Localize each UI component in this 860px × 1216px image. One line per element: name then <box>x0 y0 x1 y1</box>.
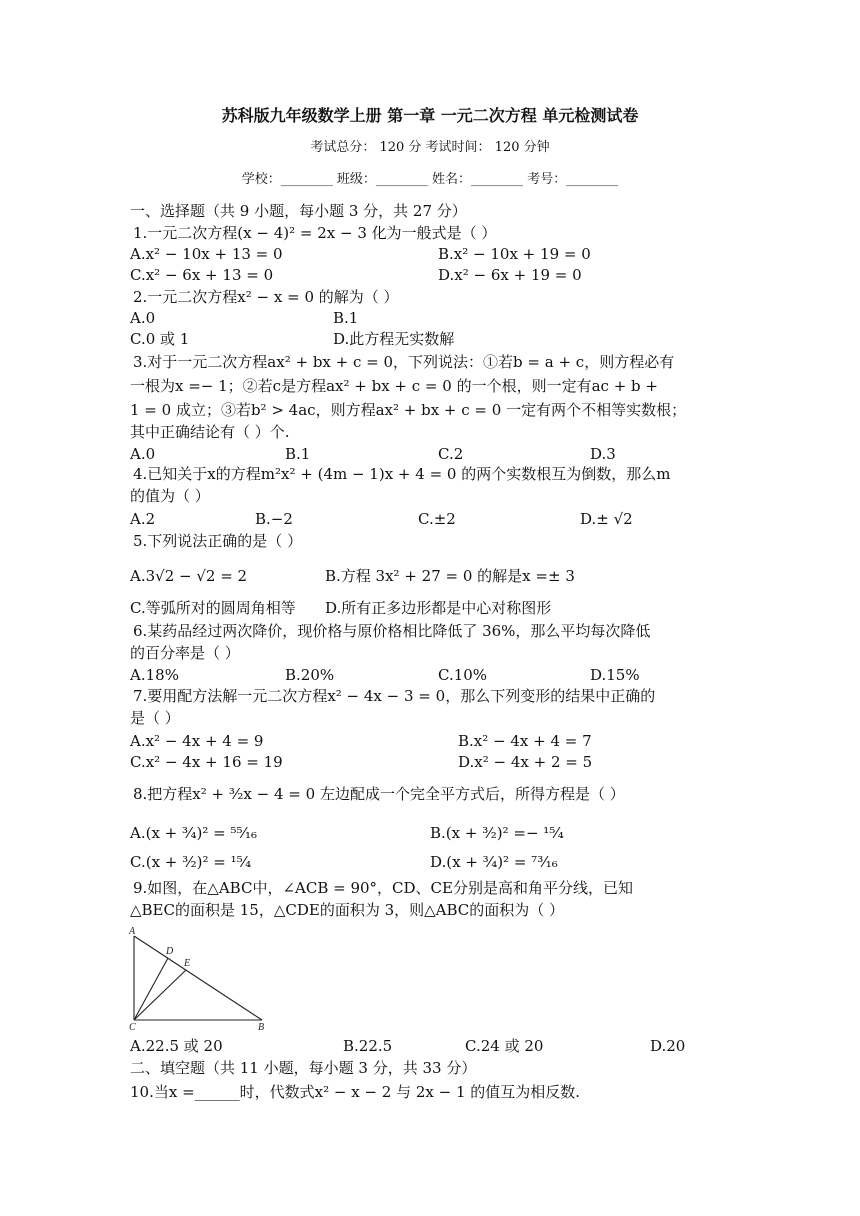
option-a: A.18% <box>130 666 179 684</box>
question-stem: 10.当x =______时，代数式x² − x − 2 与 2x − 1 的值互为相反数. <box>130 1083 581 1101</box>
option-b: B.1 <box>333 309 359 327</box>
question-stem-cont: 的百分率是（ ） <box>130 644 240 662</box>
option-b: B.−2 <box>255 510 293 528</box>
option-a: A.x² − 4x + 4 = 9 <box>130 732 264 750</box>
option-b: B.20% <box>285 666 335 684</box>
question-stem-cont: 一根为x =− 1；②若c是方程ax² + bx + c = 0 的一个根，则一定有ac + b + <box>130 377 658 395</box>
option-c: C.24 或 20 <box>465 1037 544 1055</box>
option-a: A.0 <box>130 445 156 463</box>
label-d: D <box>166 946 174 957</box>
option-b: B.x² − 4x + 4 = 7 <box>458 732 592 750</box>
question-stem: 3.对于一元二次方程ax² + bx + c = 0，下列说法：①若b = a + c，则方程必有 <box>133 353 675 371</box>
option-c: C.x² − 4x + 16 = 19 <box>130 753 283 771</box>
option-d: D.此方程无实数解 <box>333 330 455 348</box>
question-stem: 5.下列说法正确的是（ ） <box>133 532 303 550</box>
option-b: B.x² − 10x + 19 = 0 <box>438 245 591 263</box>
option-a: A.0 <box>130 309 156 327</box>
option-c: C.等弧所对的圆周角相等 <box>130 599 296 617</box>
option-a: A.22.5 或 20 <box>130 1037 223 1055</box>
option-a: A.(x + ³⁄₄)² = ⁵⁵⁄₁₆ <box>130 824 258 842</box>
option-c: C.2 <box>438 445 464 463</box>
option-d: D.(x + ³⁄₄)² = ⁷³⁄₁₆ <box>430 853 558 871</box>
question-stem-cont: 是（ ） <box>130 709 180 727</box>
option-d: D.± √2 <box>580 510 633 528</box>
question-stem: 7.要用配方法解一元二次方程x² − 4x − 3 = 0，那么下列变形的结果中正确的 <box>133 687 656 705</box>
label-e: E <box>184 958 191 969</box>
question-stem-cont: 的值为（ ） <box>130 487 210 505</box>
segment-ce <box>134 970 186 1020</box>
question-stem: 9.如图，在△ABC中，∠ACB = 90°，CD、CE分别是高和角平分线，已知 <box>133 879 633 897</box>
option-b: B.1 <box>285 445 311 463</box>
option-a: A.3√2 − √2 = 2 <box>130 567 248 585</box>
option-a: A.x² − 10x + 13 = 0 <box>130 245 283 263</box>
question-stem-cont: 1 = 0 成立；③若b² > 4ac，则方程ax² + bx + c = 0 一定有两个不相等实数根； <box>130 401 687 419</box>
option-d: D.3 <box>590 445 616 463</box>
segment-ab <box>134 936 262 1020</box>
question-stem: 8.把方程x² + ³⁄₂x − 4 = 0 左边配成一个完全平方式后，所得方程是（ ） <box>133 785 625 803</box>
option-b: B.方程 3x² + 27 = 0 的解是x =± 3 <box>325 567 575 585</box>
question-stem: 6.某药品经过两次降价，现价格与原价格相比降低了 36%，那么平均每次降低 <box>133 622 651 640</box>
question-stem-cont: △BEC的面积是 15，△CDE的面积为 3，则△ABC的面积为（ ） <box>130 901 565 919</box>
option-c: C.0 或 1 <box>130 330 190 348</box>
exam-info: 考试总分： 120 分 考试时间： 120 分钟 <box>310 140 550 155</box>
student-info-fields: 学校：________ 班级：________ 姓名：________ 考号：________ <box>241 172 619 187</box>
question-stem-cont: 其中正确结论有（ ）个. <box>130 423 290 441</box>
option-d: D.x² − 4x + 2 = 5 <box>458 753 593 771</box>
label-a: A <box>129 926 136 937</box>
question-stem: 2.一元二次方程x² − x = 0 的解为（ ） <box>133 288 399 306</box>
option-c: C.(x + ³⁄₂)² = ¹⁵⁄₄ <box>130 853 252 871</box>
option-d: D.x² − 6x + 19 = 0 <box>438 266 582 284</box>
segment-cd <box>134 958 168 1020</box>
question-stem: 4.已知关于x的方程m²x² + (4m − 1)x + 4 = 0 的两个实数根互为倒数，那么m <box>133 465 671 483</box>
label-c: C <box>129 1022 136 1032</box>
section-heading: 二、填空题（共 11 小题，每小题 3 分，共 33 分） <box>130 1059 477 1077</box>
option-d: D.20 <box>650 1037 686 1055</box>
section-heading: 一、选择题（共 9 小题，每小题 3 分，共 27 分） <box>130 202 467 220</box>
option-b: B.(x + ³⁄₂)² =− ¹⁵⁄₄ <box>430 824 564 842</box>
option-a: A.2 <box>130 510 156 528</box>
label-b: B <box>258 1022 265 1032</box>
triangle-figure <box>128 924 268 1032</box>
question-stem: 1.一元二次方程(x − 4)² = 2x − 3 化为一般式是（ ） <box>133 224 497 242</box>
page-title: 苏科版九年级数学上册 第一章 一元二次方程 单元检测试卷 <box>221 106 639 125</box>
option-d: D.15% <box>590 666 640 684</box>
option-b: B.22.5 <box>343 1037 393 1055</box>
option-c: C.±2 <box>418 510 456 528</box>
option-c: C.10% <box>438 666 488 684</box>
option-c: C.x² − 6x + 13 = 0 <box>130 266 274 284</box>
option-d: D.所有正多边形都是中心对称图形 <box>325 599 552 617</box>
